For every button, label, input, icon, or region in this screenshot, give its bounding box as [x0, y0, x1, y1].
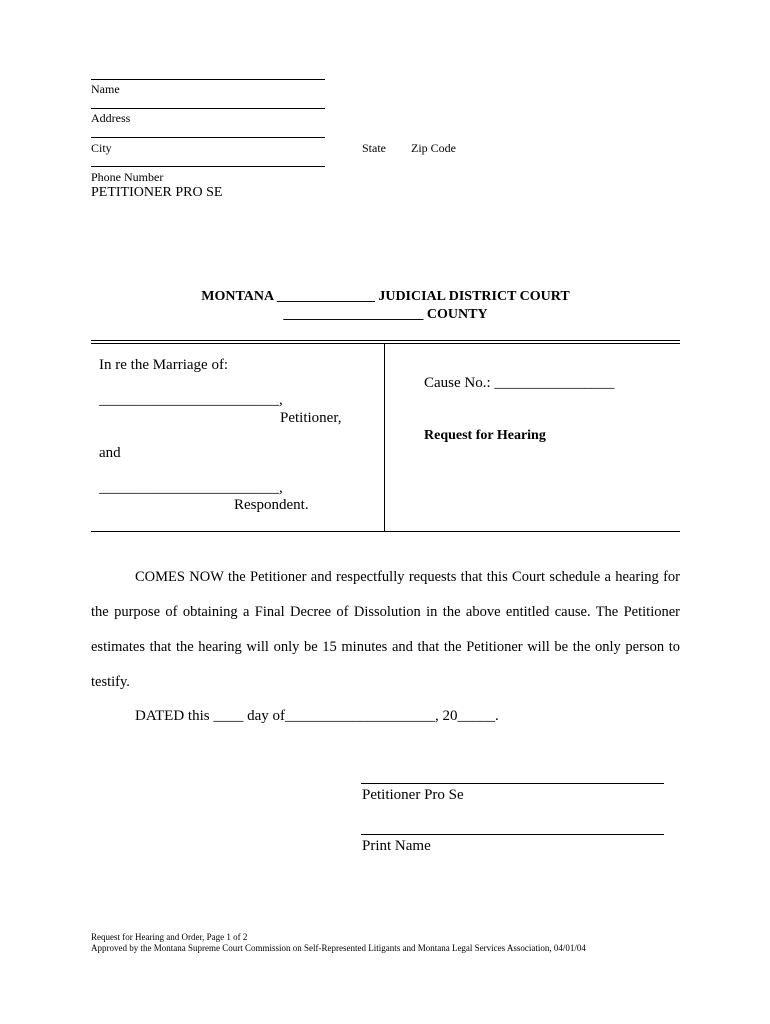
- caption-divider: [384, 343, 385, 532]
- request-paragraph: COMES NOW the Petitioner and respectfully requests that this Court schedule a hearing for the purpose of obtaining a Final Decree of Dissolution in the above entitled cause. The Petitioner estimates that the hearing will only be 15 minutes and that the Petitioner will be the only person to testify.: [91, 569, 680, 690]
- signature-line: [361, 783, 664, 784]
- state-label: State: [362, 141, 386, 155]
- court-heading-line2: ____________________ COUNTY: [283, 307, 488, 322]
- caption-bottom-rule: [91, 531, 680, 532]
- phone-line: [91, 166, 325, 167]
- print-name-line: [361, 834, 664, 835]
- court-heading-line1: MONTANA ______________ JUDICIAL DISTRICT COURT: [201, 289, 570, 304]
- city-label: City: [91, 141, 112, 155]
- petitioner-blank: ________________________,: [99, 392, 283, 408]
- print-name-label: Print Name: [362, 838, 431, 854]
- phone-label: Phone Number: [91, 170, 164, 184]
- caption-top-rule: [91, 340, 680, 344]
- document-title: Request for Hearing: [424, 428, 546, 443]
- footer-line1: Request for Hearing and Order, Page 1 of 2: [91, 932, 248, 942]
- respondent-blank: ________________________,: [99, 480, 283, 496]
- signature-label: Petitioner Pro Se: [362, 787, 464, 803]
- city-line: [91, 137, 325, 138]
- address-line: [91, 108, 325, 109]
- footer-line2: Approved by the Montana Supreme Court Commission on Self-Represented Litigants and Montana Legal Services Association, 04/01/04: [91, 943, 586, 953]
- role-label: PETITIONER PRO SE: [91, 185, 223, 200]
- name-label: Name: [91, 82, 120, 96]
- in-re-label: In re the Marriage of:: [99, 357, 229, 373]
- cause-number: Cause No.: ________________: [424, 375, 615, 391]
- zip-label: Zip Code: [411, 141, 456, 155]
- address-label: Address: [91, 111, 131, 125]
- name-line: [91, 79, 325, 80]
- and-label: and: [99, 445, 121, 461]
- dated-line: DATED this ____ day of____________________, 20_____.: [135, 708, 499, 724]
- respondent-label: Respondent.: [234, 497, 309, 513]
- petitioner-label: Petitioner,: [280, 410, 342, 426]
